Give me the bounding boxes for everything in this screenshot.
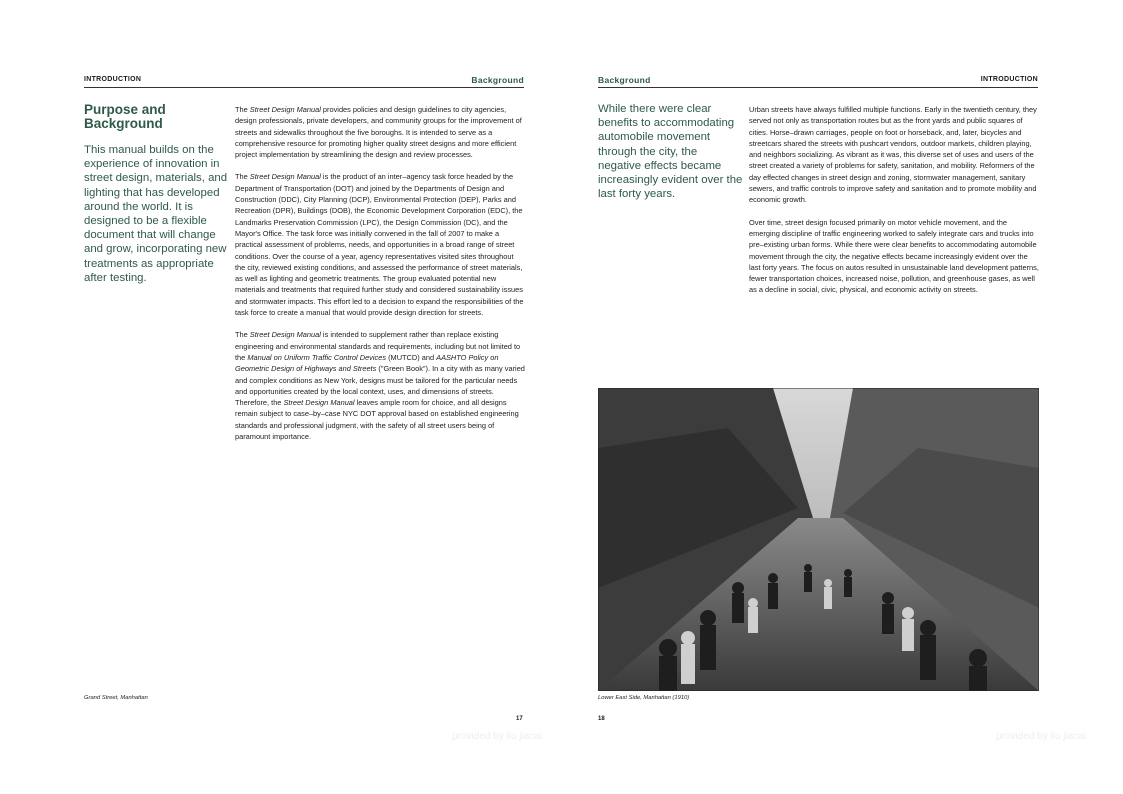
- left-header-chapter: Background: [471, 75, 524, 85]
- title-line-1: Purpose and: [84, 102, 166, 117]
- street-photo-illustration: [598, 388, 1039, 691]
- left-caption: Grand Street, Manhattan: [84, 695, 148, 701]
- page-number-18: 18: [598, 716, 605, 722]
- text-run: The: [235, 172, 250, 182]
- title-line-2: Background: [84, 116, 163, 131]
- text-run: The: [235, 105, 250, 114]
- text-run: ("Green Book"). In a city with as many varied and complex conditions as New York, designs must be tailored for the particular needs and opportunities created by the local context, uses, and dimensions of streets. Therefore, the: [235, 364, 525, 408]
- left-header-rule: [84, 87, 524, 88]
- right-paragraph-1: Urban streets have always fulfilled multiple functions. Early in the twentieth century, they served not only as transportation routes but as the front yards and public squares of cities. Horse–drawn carriages, people on foot or horseback, and, later, bicycles and streetcars shared the streets with pushcart vendors, outdoor markets, children playing, and neighbors socializing. As vibrant as it was, this diverse set of uses and users of the street created a variety of problems for safety, sanitation, and mobility. Reformers of the day effected changes in street design and zoning, stormwater management, sanitary sewers, and traffic controls to improve safety and sanitation and to promote mobility and economic growth.: [749, 105, 1037, 205]
- right-caption: Lower East Side, Manhattan (1910): [598, 695, 690, 701]
- text-run: is the product of an inter–agency task force headed by the Department of Transportation (DOT) and joined by the Departments of Design and Construction (DDC), City Planning (DCP), Environmental Protection (DEP), Parks and Recreation (DPR), Buildings (DOB), the Economic Development Corporation (EDC), the Landmarks Preservation Commission (LPC), the Design Commission (DC), and the Mayor's Office. The task force was initially convened in the fall of 2007 to make a practical assessment of problems, needs, and opportunities in a broad range of street conditions. Over the course of a year, agency representatives visited sites throughout the city, reviewed existing conditions, and assessed the performance of street materials, as well as lighting and geometric treatments. The group evaluated potential new materials and treatments that required further study and considered sustainability issues and stormwater impacts. This effort led to a decision to expand the responsibilities of the task force to create a manual that would provide design direction for streets.: [235, 172, 524, 318]
- right-header-section: INTRODUCTION: [980, 76, 1038, 83]
- manual-title: Street Design Manual: [283, 398, 355, 408]
- right-body-text: [749, 104, 1039, 307]
- text-run: The: [235, 330, 250, 340]
- left-paragraph-3: [235, 329, 525, 442]
- manual-title: Street Design Manual: [249, 105, 321, 114]
- aashto-title: AASHTO Policy on Geometric Design of Highways and Streets: [235, 352, 499, 374]
- page-number-17: 17: [516, 716, 523, 722]
- watermark-left: provided by liu jiacai: [452, 731, 543, 742]
- left-header-section: INTRODUCTION: [84, 76, 142, 83]
- right-header-chapter: Background: [598, 75, 651, 85]
- text-run: provides policies and design guidelines to city agencies, design professionals, private developers, and community groups for the improvement of streets and sidewalks throughout the five boroughs. It is intended to serve as a comprehensive resource for promoting higher quality street designs and more efficient project implementation by streamlining the design and review processes.: [235, 105, 522, 160]
- text-run: (MUTCD) and: [386, 352, 437, 362]
- text-run: leaves ample room for choice, and all designs remain subject to case–by–case NYC DOT approval based on established engineering standards and professional judgment, with the safety of all street users being of paramount importance.: [235, 398, 519, 442]
- left-paragraph-2: [235, 171, 525, 318]
- manual-title: Street Design Manual: [249, 172, 321, 182]
- right-header-rule: [598, 87, 1038, 88]
- right-paragraph-2: Over time, street design focused primarily on motor vehicle movement, and the emerging discipline of traffic engineering worked to safely integrate cars and trucks into pre–existing urban forms. While there were clear benefits to accommodating automobile movement through the city, the negative effects became increasingly evident over the last forty years. The focus on autos resulted in unsustainable land development patterns, fewer transportation choices, increased noise, pollution, and greenhouse gases, as well as a decline in social, civic, physical, and economic activity on streets.: [749, 217, 1039, 295]
- manual-title: Street Design Manual: [249, 330, 321, 340]
- mutcd-title: Manual on Uniform Traffic Control Devices: [247, 352, 387, 362]
- text-run: is intended to supplement rather than replace existing engineering and environmental standards and requirements, including but not limited to the: [235, 330, 521, 362]
- left-paragraph-1: [235, 104, 525, 160]
- watermark-right: provided by liu jiacai: [996, 731, 1087, 742]
- left-body-text: [235, 104, 525, 453]
- lead-paragraph: This manual builds on the experience of innovation in street design, materials, and lighting that has developed around the world. It is designed to be a flexible document that will change and grow, incorporating new treatments as appropriate after testing.: [84, 144, 228, 284]
- pull-quote: While there were clear benefits to accommodating automobile movement through the city, the negative effects became increasingly evident over the last forty years.: [598, 103, 743, 201]
- historic-street-photo: [598, 388, 1039, 691]
- page-title: [84, 103, 224, 131]
